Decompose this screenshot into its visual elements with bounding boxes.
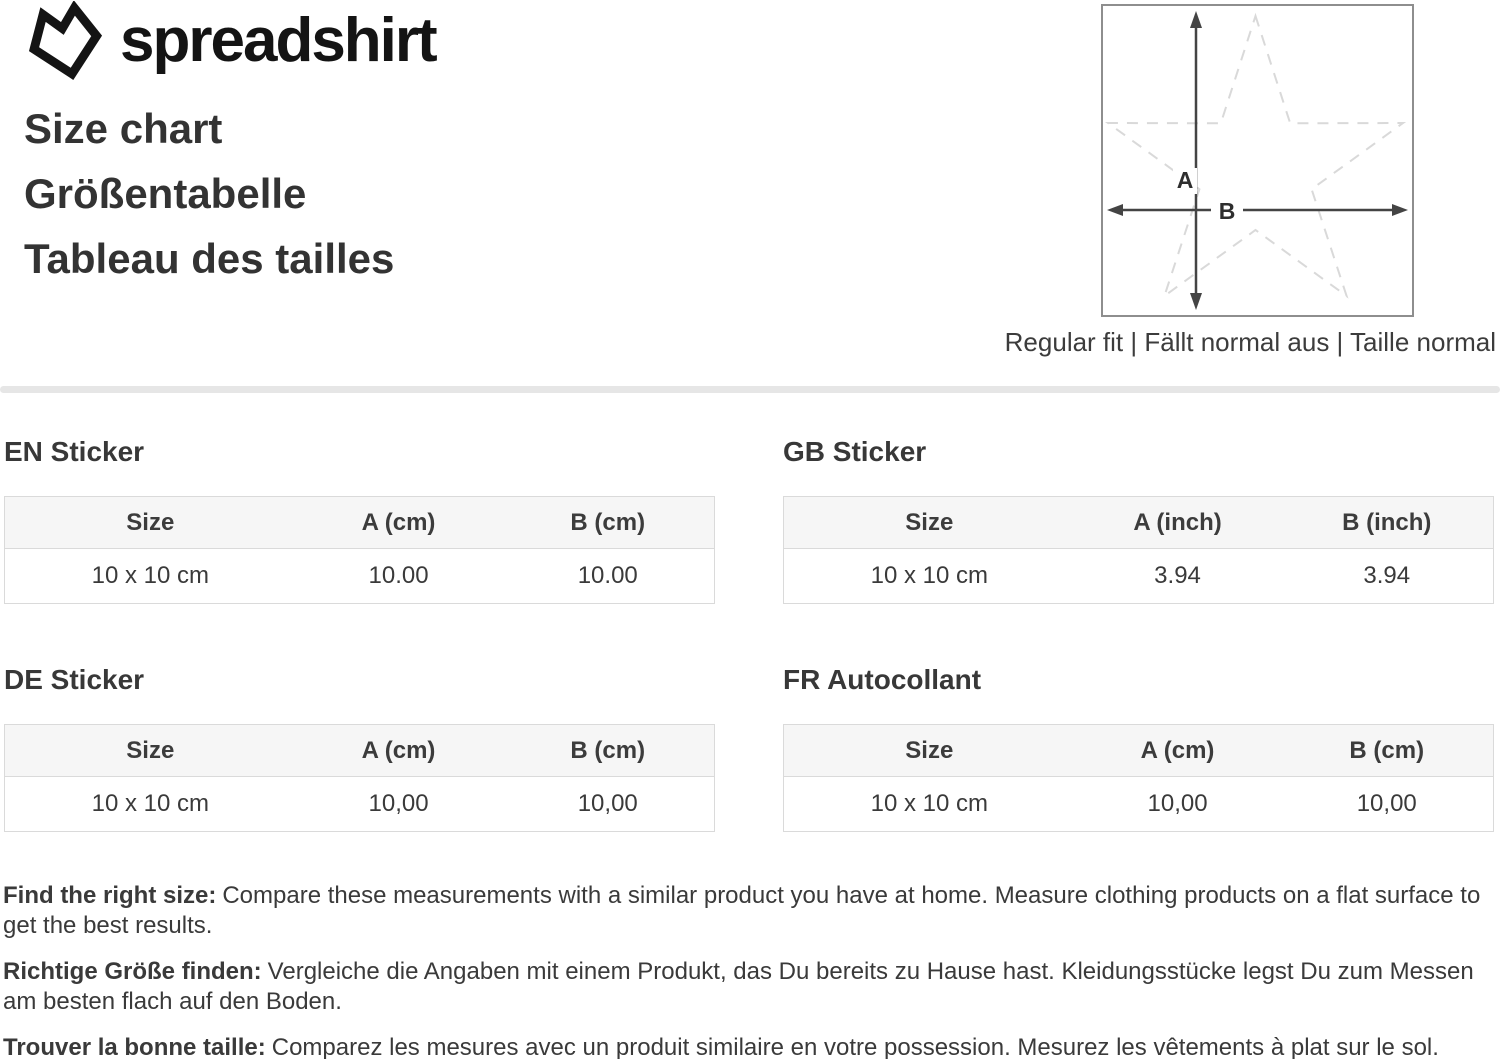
cell-a: 3.94 [1154,562,1201,589]
column-header-a: A (cm) [1075,725,1281,777]
fit-note: Regular fit | Fällt normal aus | Taille normal [1004,327,1496,357]
cell-a: 10,00 [368,790,429,817]
arrowhead-left [1107,204,1123,216]
page-titles [24,96,394,291]
cell-a: 10,00 [1147,790,1208,817]
column-header-size: Size [5,725,296,777]
arrowhead-down [1190,293,1202,310]
column-header-a: A (inch) [1075,497,1281,549]
table-row [5,777,715,832]
section-divider [0,386,1500,393]
dashed-star-shape [1108,16,1403,296]
measuring-tips [3,881,1498,1059]
table-header-row [784,497,1494,549]
column-header-b: B (cm) [501,725,714,777]
size-table-en [4,496,715,604]
cell-size: 10 x 10 cm [870,562,988,589]
size-table-fr [783,724,1494,832]
table-row [5,549,715,604]
diagram-label-b: B [1218,198,1236,224]
section-title-de-sticker: DE Sticker [4,664,145,695]
page-title-en: Size chart [24,105,223,152]
section-en-sticker [4,437,715,604]
tip-de-text: Vergleiche die Angaben mit einem Produkt, das Du bereits zu Hause hast. Kleidungsstücke legst Du zum Messen am besten flach auf den Boden. [3,958,1474,1015]
measurement-diagram [1101,4,1414,317]
section-de-sticker [4,665,715,832]
column-header-size: Size [784,725,1075,777]
heart-logo-icon [24,1,106,81]
page-title-fr: Tableau des tailles [24,235,395,282]
spreadshirt-logo [24,0,436,82]
table-row [784,777,1494,832]
column-header-size: Size [5,497,296,549]
cell-b: 10,00 [1356,790,1417,817]
brand-wordmark: spreadshirt [120,6,436,75]
cell-b: 10.00 [577,562,638,589]
cell-size: 10 x 10 cm [91,790,209,817]
arrowhead-up [1190,11,1202,28]
column-header-a: A (cm) [296,497,502,549]
page-title-de: Größentabelle [24,170,307,217]
section-title-en-sticker: EN Sticker [4,436,145,467]
column-header-size: Size [784,497,1075,549]
cell-size: 10 x 10 cm [91,562,209,589]
tip-de [3,957,1498,1017]
tip-fr [3,1033,1498,1059]
tip-de-lead: Richtige Größe finden: [3,958,262,985]
column-header-a: A (cm) [296,725,502,777]
tip-en-lead: Find the right size: [3,882,217,909]
diagram-label-a: A [1176,167,1194,193]
tip-en [3,881,1498,941]
arrowhead-right [1392,204,1408,216]
table-row [784,549,1494,604]
tip-en-text: Compare these measurements with a similar product you have at home. Measure clothing products on a flat surface to get the best results. [3,882,1481,939]
star-measurement-illustration [1103,6,1412,315]
section-fr-autocollant [783,665,1494,832]
cell-b: 10,00 [577,790,638,817]
size-table-gb [783,496,1494,604]
tip-fr-text: Comparez les mesures avec un produit similaire en votre possession. Mesurez les vêtements à plat sur le sol. [271,1034,1439,1059]
size-table-de [4,724,715,832]
cell-a: 10.00 [368,562,429,589]
column-header-b: B (cm) [501,497,714,549]
table-header-row [784,725,1494,777]
table-header-row [5,497,715,549]
section-gb-sticker [783,437,1494,604]
section-title-fr-autocollant: FR Autocollant [783,664,982,695]
column-header-b: B (inch) [1280,497,1493,549]
column-header-b: B (cm) [1280,725,1493,777]
tip-fr-lead: Trouver la bonne taille: [3,1034,266,1059]
cell-size: 10 x 10 cm [870,790,988,817]
cell-b: 3.94 [1363,562,1411,589]
table-header-row [5,725,715,777]
section-title-gb-sticker: GB Sticker [783,436,927,467]
